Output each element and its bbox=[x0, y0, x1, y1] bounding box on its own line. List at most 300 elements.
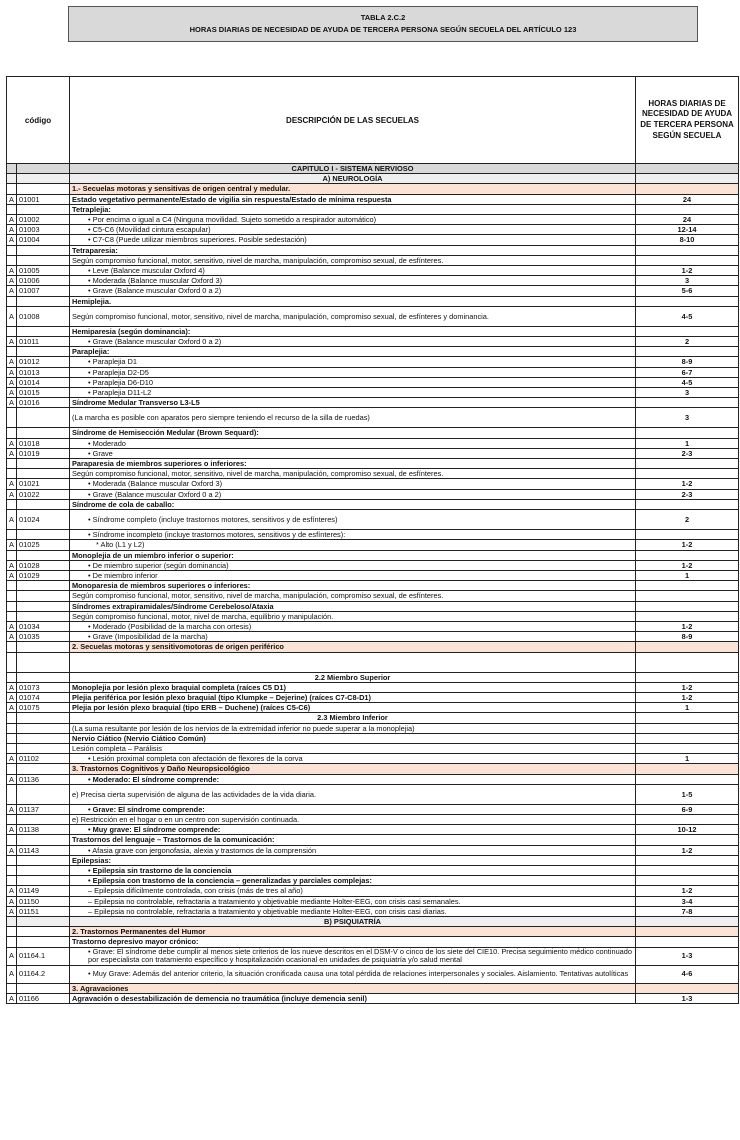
row-description-text: Trastornos del lenguaje – Trastornos de la comunicación: bbox=[72, 835, 275, 845]
row-description bbox=[70, 692, 636, 702]
row-prefix bbox=[7, 855, 17, 865]
row-code: 01164.2 bbox=[17, 965, 70, 983]
row-hours bbox=[636, 642, 739, 652]
table-row bbox=[7, 652, 739, 672]
row-description-text: Lesión completa – Parálisis bbox=[72, 743, 162, 753]
row-hours bbox=[636, 581, 739, 591]
row-description bbox=[70, 825, 636, 835]
row-description-text: Plejia periférica por lesión plexo braquial (tipo Klumpke – Dejerine) (raíces C7-C8-D1) bbox=[72, 692, 371, 702]
row-description-text: e) Restricción en el hogar o en un centro con supervisión continuada. bbox=[72, 814, 300, 824]
row-description-text: – Epilepsia no controlable, refractaria a tratamiento y objetivable mediante Holter-EEG, con crisis casi diarias. bbox=[88, 906, 447, 916]
row-hours: 4-5 bbox=[636, 306, 739, 326]
row-code: 01022 bbox=[17, 489, 70, 499]
table-row bbox=[7, 906, 739, 916]
row-prefix bbox=[7, 876, 17, 886]
row-prefix bbox=[7, 530, 17, 540]
row-description-text: Según compromiso funcional, motor, sensitivo, nivel de marcha, manipulación, compromiso sexual, de esfínteres. bbox=[72, 255, 444, 265]
table-title-box bbox=[68, 6, 698, 42]
table-row bbox=[7, 398, 739, 408]
row-description-text: • Moderado (Posibilidad de la marcha con ortesis) bbox=[88, 621, 252, 631]
row-description-text: • De miembro superior (según dominancia) bbox=[88, 560, 229, 570]
row-code bbox=[17, 723, 70, 733]
table-number: TABLA 2.C.2 bbox=[360, 13, 406, 22]
row-description-text: • Epilepsia con trastorno de la conciencia – generalizadas y parciales complejas: bbox=[88, 876, 372, 886]
row-code bbox=[17, 835, 70, 845]
row-description-text: • Síndrome incompleto (incluye trastornos motores, sensitivos y de esfínteres): bbox=[88, 530, 346, 540]
table-row bbox=[7, 276, 739, 286]
row-description bbox=[70, 337, 636, 347]
row-description bbox=[70, 855, 636, 865]
row-hours bbox=[636, 601, 739, 611]
row-description bbox=[70, 886, 636, 896]
row-hours bbox=[636, 917, 739, 927]
row-description-text: Tetraplejia: bbox=[72, 204, 111, 214]
row-prefix: A bbox=[7, 479, 17, 489]
row-description bbox=[70, 398, 636, 408]
row-description-text: 2. Trastornos Permanentes del Humor bbox=[72, 927, 206, 937]
row-description bbox=[70, 367, 636, 377]
row-description bbox=[70, 845, 636, 855]
row-prefix bbox=[7, 764, 17, 774]
table-row bbox=[7, 814, 739, 824]
row-code bbox=[17, 499, 70, 509]
table-row bbox=[7, 530, 739, 540]
table-row bbox=[7, 296, 739, 306]
row-prefix bbox=[7, 601, 17, 611]
row-code: 01138 bbox=[17, 825, 70, 835]
table-row bbox=[7, 245, 739, 255]
row-hours: 2-3 bbox=[636, 448, 739, 458]
row-code: 01011 bbox=[17, 337, 70, 347]
row-prefix bbox=[7, 983, 17, 993]
row-description bbox=[70, 965, 636, 983]
row-hours: 1-3 bbox=[636, 993, 739, 1003]
row-hours bbox=[636, 255, 739, 265]
table-row bbox=[7, 713, 739, 723]
row-prefix: A bbox=[7, 621, 17, 631]
row-code: 01164.1 bbox=[17, 947, 70, 965]
row-hours bbox=[636, 296, 739, 306]
row-prefix bbox=[7, 591, 17, 601]
row-code: 01151 bbox=[17, 906, 70, 916]
table-row bbox=[7, 499, 739, 509]
row-description-text: Según compromiso funcional, motor, sensitivo, nivel de marcha, manipulación, compromiso sexual, de esfínteres. bbox=[72, 591, 444, 601]
row-description bbox=[70, 814, 636, 824]
row-code: 01003 bbox=[17, 225, 70, 235]
row-description-text: • Paraplejia D6-D10 bbox=[88, 377, 154, 387]
row-hours bbox=[636, 499, 739, 509]
table-row bbox=[7, 215, 739, 225]
row-code bbox=[17, 917, 70, 927]
row-description bbox=[70, 489, 636, 499]
row-description bbox=[70, 164, 636, 174]
row-description-text: Monoparesia de miembros superiores o inferiores: bbox=[72, 581, 251, 591]
row-description-text: Síndrome de cola de caballo: bbox=[72, 499, 175, 509]
table-row bbox=[7, 408, 739, 428]
row-code: 01015 bbox=[17, 388, 70, 398]
header-code: código bbox=[7, 77, 70, 164]
table-row bbox=[7, 692, 739, 702]
row-description-text: • Paraplejia D11-L2 bbox=[88, 388, 152, 398]
table-row bbox=[7, 723, 739, 733]
row-hours: 2 bbox=[636, 510, 739, 530]
row-prefix bbox=[7, 245, 17, 255]
row-description bbox=[70, 459, 636, 469]
row-prefix: A bbox=[7, 825, 17, 835]
row-prefix: A bbox=[7, 448, 17, 458]
row-prefix bbox=[7, 743, 17, 753]
table-row bbox=[7, 479, 739, 489]
row-code bbox=[17, 255, 70, 265]
row-code: 01012 bbox=[17, 357, 70, 367]
row-hours bbox=[636, 672, 739, 682]
row-prefix bbox=[7, 784, 17, 804]
row-prefix: A bbox=[7, 906, 17, 916]
row-code: 01073 bbox=[17, 682, 70, 692]
table-row bbox=[7, 164, 739, 174]
table-row bbox=[7, 510, 739, 530]
table-row bbox=[7, 255, 739, 265]
row-description-text: • Moderada (Balance muscular Oxford 3) bbox=[88, 479, 223, 489]
row-hours bbox=[636, 550, 739, 560]
row-code bbox=[17, 550, 70, 560]
header-hours: HORAS DIARIAS DE NECESIDAD DE AYUDA DE TERCERA PERSONA SEGÚN SECUELA bbox=[636, 77, 739, 164]
table-row bbox=[7, 459, 739, 469]
row-description bbox=[70, 377, 636, 387]
row-description-text: Monoplejia por lesión plexo braquial completa (raíces C5 D1) bbox=[72, 682, 286, 692]
row-description bbox=[70, 774, 636, 784]
table-row bbox=[7, 743, 739, 753]
row-prefix: A bbox=[7, 388, 17, 398]
row-hours bbox=[636, 174, 739, 184]
row-hours: 2 bbox=[636, 337, 739, 347]
row-description-text: • Grave: El síndrome debe cumplir al menos siete criterios de los nueve descritos en el DSM-V o cinco de los siete del CIE10. Precisa seguimiento médico continuado por especialista con tratamiento específico y hospitalización ocasional en unidades de psiquiatría y/o salud mental bbox=[88, 947, 633, 965]
table-row bbox=[7, 204, 739, 214]
row-description bbox=[70, 540, 636, 550]
row-prefix bbox=[7, 296, 17, 306]
row-prefix: A bbox=[7, 438, 17, 448]
row-prefix: A bbox=[7, 276, 17, 286]
row-description-text: • Moderada (Balance muscular Oxford 3) bbox=[88, 276, 223, 286]
row-hours bbox=[636, 855, 739, 865]
row-code: 01014 bbox=[17, 377, 70, 387]
row-hours bbox=[636, 204, 739, 214]
row-prefix: A bbox=[7, 540, 17, 550]
row-description bbox=[70, 235, 636, 245]
table-row bbox=[7, 845, 739, 855]
row-description-text: – Epilepsia no controlable, refractaria a tratamiento y objetivable mediante Holter-EEG, con crisis casi semanales. bbox=[88, 896, 461, 906]
table-row bbox=[7, 774, 739, 784]
table-row bbox=[7, 983, 739, 993]
row-prefix: A bbox=[7, 560, 17, 570]
row-prefix bbox=[7, 672, 17, 682]
row-hours bbox=[636, 865, 739, 875]
table-row bbox=[7, 306, 739, 326]
row-description-text: Síndrome Medular Transverso L3-L5 bbox=[72, 398, 200, 408]
row-hours bbox=[636, 814, 739, 824]
row-hours bbox=[636, 937, 739, 947]
row-description-text: Síndromes extrapiramidales/Síndrome Cerebeloso/Ataxia bbox=[72, 601, 274, 611]
table-row bbox=[7, 927, 739, 937]
row-code: 01002 bbox=[17, 215, 70, 225]
table-row bbox=[7, 965, 739, 983]
row-description bbox=[70, 652, 636, 672]
row-prefix bbox=[7, 347, 17, 357]
row-prefix: A bbox=[7, 692, 17, 702]
row-prefix: A bbox=[7, 337, 17, 347]
row-hours bbox=[636, 927, 739, 937]
row-hours: 1-3 bbox=[636, 947, 739, 965]
row-hours bbox=[636, 326, 739, 336]
row-prefix bbox=[7, 865, 17, 875]
row-hours bbox=[636, 530, 739, 540]
table-row bbox=[7, 388, 739, 398]
row-prefix: A bbox=[7, 235, 17, 245]
row-description-text: Hemiplejia. bbox=[72, 296, 112, 306]
row-description bbox=[70, 682, 636, 692]
row-description bbox=[70, 743, 636, 753]
row-description bbox=[70, 937, 636, 947]
row-code bbox=[17, 184, 70, 194]
row-code bbox=[17, 927, 70, 937]
row-description bbox=[70, 703, 636, 713]
row-description-text: • Por encima o igual a C4 (Ninguna movilidad. Sujeto sometido a respirador automático) bbox=[88, 215, 377, 225]
row-prefix bbox=[7, 326, 17, 336]
table-row bbox=[7, 804, 739, 814]
row-code: 01018 bbox=[17, 438, 70, 448]
row-description bbox=[70, 428, 636, 438]
row-description bbox=[70, 927, 636, 937]
row-prefix: A bbox=[7, 570, 17, 580]
row-code: 01021 bbox=[17, 479, 70, 489]
row-prefix: A bbox=[7, 510, 17, 530]
row-code bbox=[17, 408, 70, 428]
row-code: 01004 bbox=[17, 235, 70, 245]
row-code bbox=[17, 672, 70, 682]
row-prefix: A bbox=[7, 377, 17, 387]
table-row bbox=[7, 754, 739, 764]
row-description bbox=[70, 632, 636, 642]
row-description bbox=[70, 983, 636, 993]
row-code: 01166 bbox=[17, 993, 70, 1003]
row-prefix: A bbox=[7, 993, 17, 1003]
table-row bbox=[7, 428, 739, 438]
row-hours: 1 bbox=[636, 754, 739, 764]
table-row bbox=[7, 184, 739, 194]
row-prefix: A bbox=[7, 286, 17, 296]
row-description bbox=[70, 917, 636, 927]
row-hours bbox=[636, 184, 739, 194]
table-row bbox=[7, 337, 739, 347]
row-description bbox=[70, 276, 636, 286]
table-row bbox=[7, 357, 739, 367]
row-code: 01102 bbox=[17, 754, 70, 764]
row-hours bbox=[636, 652, 739, 672]
header-description: DESCRIPCIÓN DE LAS SECUELAS bbox=[70, 77, 636, 164]
table-row bbox=[7, 632, 739, 642]
row-description bbox=[70, 672, 636, 682]
row-description bbox=[70, 255, 636, 265]
row-hours bbox=[636, 591, 739, 601]
table-row bbox=[7, 225, 739, 235]
row-description bbox=[70, 225, 636, 235]
row-description bbox=[70, 357, 636, 367]
row-description bbox=[70, 764, 636, 774]
row-prefix bbox=[7, 937, 17, 947]
row-code: 01006 bbox=[17, 276, 70, 286]
row-hours: 10-12 bbox=[636, 825, 739, 835]
row-code: 01136 bbox=[17, 774, 70, 784]
row-hours: 12-14 bbox=[636, 225, 739, 235]
row-prefix bbox=[7, 611, 17, 621]
row-hours bbox=[636, 164, 739, 174]
table-row bbox=[7, 886, 739, 896]
row-prefix bbox=[7, 469, 17, 479]
row-prefix bbox=[7, 204, 17, 214]
row-description bbox=[70, 993, 636, 1003]
row-code bbox=[17, 937, 70, 947]
row-description-text: Síndrome de Hemisección Medular (Brown Sequard): bbox=[72, 428, 259, 438]
table-row bbox=[7, 448, 739, 458]
row-description bbox=[70, 286, 636, 296]
row-description bbox=[70, 947, 636, 965]
row-description bbox=[70, 245, 636, 255]
row-description bbox=[70, 469, 636, 479]
table-row bbox=[7, 835, 739, 845]
row-description bbox=[70, 347, 636, 357]
table-row bbox=[7, 326, 739, 336]
row-hours: 2-3 bbox=[636, 489, 739, 499]
row-hours: 1 bbox=[636, 438, 739, 448]
row-description bbox=[70, 591, 636, 601]
row-hours: 3-4 bbox=[636, 896, 739, 906]
row-description bbox=[70, 865, 636, 875]
row-hours: 24 bbox=[636, 194, 739, 204]
row-prefix bbox=[7, 835, 17, 845]
row-code: 01016 bbox=[17, 398, 70, 408]
row-description-text: • Grave (Balance muscular Oxford 0 a 2) bbox=[88, 286, 222, 296]
row-description bbox=[70, 479, 636, 489]
row-description bbox=[70, 296, 636, 306]
row-code: 01001 bbox=[17, 194, 70, 204]
table-row bbox=[7, 917, 739, 927]
row-hours: 1-2 bbox=[636, 845, 739, 855]
row-prefix bbox=[7, 723, 17, 733]
row-code: 01019 bbox=[17, 448, 70, 458]
table-row bbox=[7, 570, 739, 580]
row-description-text: • Grave (Balance muscular Oxford 0 a 2) bbox=[88, 489, 222, 499]
row-description-text: Según compromiso funcional, motor, nivel de marcha, equilibrio y manipulación. bbox=[72, 611, 334, 621]
row-code bbox=[17, 652, 70, 672]
row-hours bbox=[636, 469, 739, 479]
row-code bbox=[17, 204, 70, 214]
row-description bbox=[70, 560, 636, 570]
row-prefix: A bbox=[7, 306, 17, 326]
row-description bbox=[70, 326, 636, 336]
row-prefix: A bbox=[7, 367, 17, 377]
row-prefix: A bbox=[7, 194, 17, 204]
row-hours bbox=[636, 347, 739, 357]
row-description bbox=[70, 784, 636, 804]
row-prefix: A bbox=[7, 632, 17, 642]
row-prefix bbox=[7, 408, 17, 428]
row-code bbox=[17, 743, 70, 753]
row-code: 01007 bbox=[17, 286, 70, 296]
table-row bbox=[7, 367, 739, 377]
row-hours bbox=[636, 983, 739, 993]
row-prefix: A bbox=[7, 703, 17, 713]
table-row bbox=[7, 993, 739, 1003]
row-prefix: A bbox=[7, 266, 17, 276]
row-code bbox=[17, 591, 70, 601]
table-row bbox=[7, 764, 739, 774]
row-description-text: (La suma resultante por lesión de los nervios de la extremidad inferior no puede superar a la monoplejia) bbox=[72, 723, 415, 733]
row-hours: 1-2 bbox=[636, 886, 739, 896]
row-description-text: • De miembro inferior bbox=[88, 570, 158, 580]
row-prefix bbox=[7, 550, 17, 560]
row-prefix: A bbox=[7, 886, 17, 896]
table-row bbox=[7, 286, 739, 296]
row-code: 01143 bbox=[17, 845, 70, 855]
row-hours: 1-2 bbox=[636, 692, 739, 702]
row-prefix: A bbox=[7, 754, 17, 764]
row-prefix: A bbox=[7, 774, 17, 784]
row-code bbox=[17, 601, 70, 611]
table-title: HORAS DIARIAS DE NECESIDAD DE AYUDA DE TERCERA PERSONA SEGÚN SECUELA DEL ARTÍCULO 123 bbox=[189, 25, 577, 34]
row-description-text: * Alto (L1 y L2) bbox=[96, 540, 145, 550]
row-code bbox=[17, 814, 70, 824]
row-description-text: – Epilepsia difícilmente controlada, con crisis (más de tres al año) bbox=[88, 886, 303, 896]
row-prefix bbox=[7, 581, 17, 591]
row-prefix bbox=[7, 642, 17, 652]
table-row bbox=[7, 896, 739, 906]
row-description bbox=[70, 499, 636, 509]
row-description-text: e) Precisa cierta supervisión de alguna de las actividades de la vida diaria. bbox=[72, 789, 317, 799]
row-description-text: Según compromiso funcional, motor, sensitivo, nivel de marcha, manipulación, compromiso sexual, de esfínteres y dominancia. bbox=[72, 311, 489, 321]
row-description-text: Monoplejia de un miembro inferior o superior: bbox=[72, 550, 234, 560]
row-description-text: • Moderado bbox=[88, 438, 126, 448]
row-prefix: A bbox=[7, 965, 17, 983]
row-hours: 8-9 bbox=[636, 357, 739, 367]
table-row bbox=[7, 235, 739, 245]
row-code bbox=[17, 865, 70, 875]
row-hours: 8-9 bbox=[636, 632, 739, 642]
row-description-text: Paraplejia: bbox=[72, 347, 110, 357]
row-description-text: Plejia por lesión plexo braquial (tipo ERB – Duchene) (raíces C5-C6) bbox=[72, 703, 311, 713]
row-prefix: A bbox=[7, 357, 17, 367]
row-hours bbox=[636, 835, 739, 845]
table-row bbox=[7, 611, 739, 621]
row-description bbox=[70, 896, 636, 906]
table-row bbox=[7, 784, 739, 804]
row-description-text: • Grave (Imposibilidad de la marcha) bbox=[88, 632, 208, 642]
row-hours: 3 bbox=[636, 276, 739, 286]
row-hours: 1-2 bbox=[636, 540, 739, 550]
row-description bbox=[70, 621, 636, 631]
table-row bbox=[7, 560, 739, 570]
row-description-text: Trastorno depresivo mayor crónico: bbox=[72, 937, 199, 947]
row-description bbox=[70, 733, 636, 743]
row-hours: 1-2 bbox=[636, 682, 739, 692]
row-hours: 7-8 bbox=[636, 906, 739, 916]
row-hours: 4-6 bbox=[636, 965, 739, 983]
row-description-text: Paraparesia de miembros superiores o inferiores: bbox=[72, 459, 247, 469]
row-description bbox=[70, 204, 636, 214]
row-prefix bbox=[7, 428, 17, 438]
row-description bbox=[70, 438, 636, 448]
row-code: 01034 bbox=[17, 621, 70, 631]
row-hours: 1-5 bbox=[636, 784, 739, 804]
